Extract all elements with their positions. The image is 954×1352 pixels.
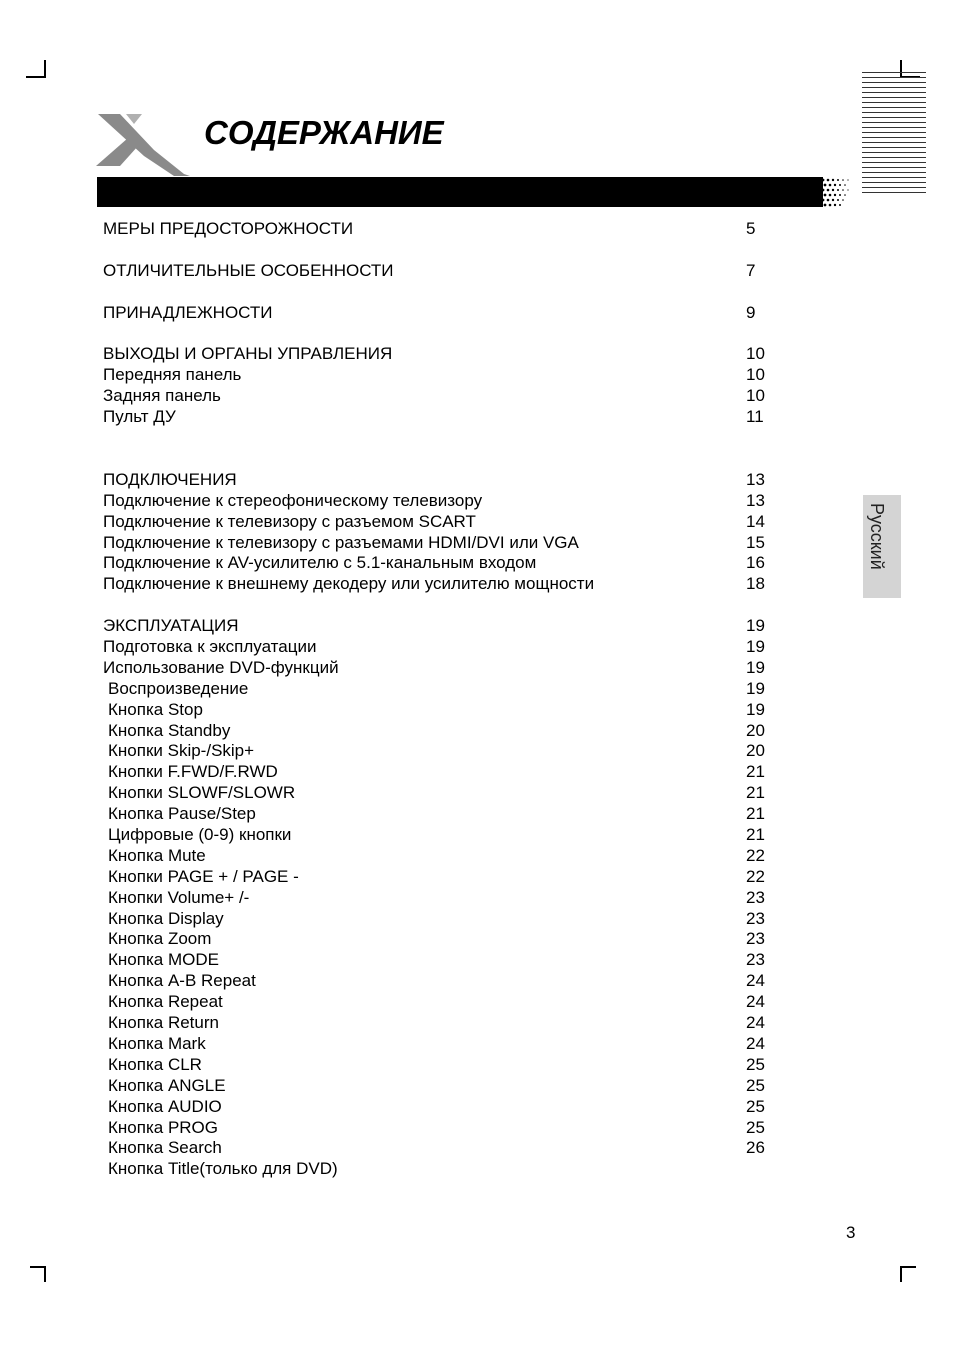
toc-page: 11 bbox=[746, 407, 764, 426]
toc-page: 19 bbox=[746, 616, 765, 635]
toc-entry[interactable] bbox=[103, 1012, 783, 1033]
toc-label: МЕРЫ ПРЕДОСТОРОЖНОСТИ bbox=[103, 219, 354, 238]
page-title: СОДЕРЖАНИЕ bbox=[204, 114, 444, 151]
toc-page: 23 bbox=[746, 909, 765, 928]
toc-label: Кнопка Mark bbox=[108, 1034, 206, 1053]
toc-page: 15 bbox=[746, 533, 765, 552]
language-tab bbox=[863, 495, 901, 598]
toc-label: Кнопка MODE bbox=[108, 950, 219, 969]
toc-page: 23 bbox=[746, 888, 765, 907]
toc-page: 19 bbox=[746, 679, 765, 698]
toc-label: Кнопки SLOWF/SLOWR bbox=[108, 783, 296, 802]
toc-label: Передняя панель bbox=[103, 365, 242, 384]
toc-entry[interactable] bbox=[103, 406, 783, 427]
toc-entry[interactable] bbox=[103, 761, 783, 782]
toc-label: Подключение к телевизору с разъемом SCART bbox=[103, 512, 476, 531]
toc-page: 9 bbox=[746, 303, 756, 322]
toc-page: 21 bbox=[746, 825, 765, 844]
toc-label: Подключение к стереофоническому телевизору bbox=[103, 491, 483, 510]
toc-page: 5 bbox=[746, 219, 756, 238]
toc-entry[interactable] bbox=[103, 573, 783, 594]
toc-entry[interactable] bbox=[103, 343, 783, 364]
toc-page: 23 bbox=[746, 929, 765, 948]
toc-entry[interactable] bbox=[103, 302, 783, 323]
toc-entry[interactable] bbox=[103, 260, 783, 281]
toc-label: Кнопки F.FWD/F.RWD bbox=[108, 762, 278, 781]
toc-page: 10 bbox=[746, 344, 765, 363]
toc-label: Кнопка Zoom bbox=[108, 929, 212, 948]
toc-entry[interactable] bbox=[103, 991, 783, 1012]
toc-entry[interactable] bbox=[103, 218, 783, 239]
toc-page: 23 bbox=[746, 950, 765, 969]
toc-page: 22 bbox=[746, 867, 765, 886]
toc-label: Кнопка Mute bbox=[108, 846, 206, 865]
toc-entry[interactable] bbox=[103, 511, 783, 532]
crop-mark-br-h bbox=[900, 1266, 916, 1268]
toc-page: 19 bbox=[746, 700, 765, 719]
toc-label: Цифровые (0-9) кнопки bbox=[108, 825, 292, 844]
toc-label: Кнопка Search bbox=[108, 1138, 222, 1157]
toc-page: 20 bbox=[746, 721, 765, 740]
toc-entry[interactable] bbox=[103, 657, 783, 678]
toc-entry[interactable] bbox=[103, 908, 783, 929]
toc-label: ПОДКЛЮЧЕНИЯ bbox=[103, 470, 237, 489]
toc-label: ВЫХОДЫ И ОРГАНЫ УПРАВЛЕНИЯ bbox=[103, 344, 393, 363]
toc-page: 13 bbox=[746, 491, 765, 510]
toc-entry[interactable] bbox=[103, 1096, 783, 1117]
decorative-stripes bbox=[862, 72, 926, 200]
toc-page: 24 bbox=[746, 1013, 765, 1032]
toc-page: 22 bbox=[746, 846, 765, 865]
toc-label: Пульт ДУ bbox=[103, 407, 176, 426]
toc-entry[interactable] bbox=[103, 970, 783, 991]
toc-label: Подключение к AV-усилителю с 5.1-канальным входом bbox=[103, 553, 537, 572]
toc-label: Воспроизведение bbox=[108, 679, 249, 698]
crop-mark-bl-v bbox=[44, 1266, 46, 1282]
toc-label: Кнопка Pause/Step bbox=[108, 804, 256, 823]
toc-entry[interactable] bbox=[103, 928, 783, 949]
toc-page: 24 bbox=[746, 992, 765, 1011]
toc-entry[interactable] bbox=[103, 866, 783, 887]
toc-entry[interactable] bbox=[103, 720, 783, 741]
toc-label: Кнопки Volume+ /- bbox=[108, 888, 250, 907]
toc-label: Кнопка PROG bbox=[108, 1118, 219, 1137]
toc-label: Кнопка Repeat bbox=[108, 992, 223, 1011]
toc-entry[interactable] bbox=[103, 949, 783, 970]
toc-entry[interactable] bbox=[103, 782, 783, 803]
toc-label: Кнопка Standby bbox=[108, 721, 231, 740]
toc-label: Задняя панель bbox=[103, 386, 221, 405]
toc-label: Кнопка Title(только для DVD) bbox=[108, 1159, 338, 1178]
toc-page: 13 bbox=[746, 470, 765, 489]
toc-page: 25 bbox=[746, 1055, 765, 1074]
toc-entry[interactable] bbox=[103, 615, 783, 636]
toc-label: ПРИНАДЛЕЖНОСТИ bbox=[103, 303, 273, 322]
toc-label: Кнопки PAGE + / PAGE - bbox=[108, 867, 299, 886]
toc-page: 26 bbox=[746, 1138, 765, 1157]
toc-page: 24 bbox=[746, 971, 765, 990]
toc-page: 19 bbox=[746, 637, 765, 656]
toc-label: Кнопка AUDIO bbox=[108, 1097, 222, 1116]
toc-entry[interactable] bbox=[103, 636, 783, 657]
toc-entry[interactable] bbox=[103, 699, 783, 720]
toc-page: 16 bbox=[746, 553, 765, 572]
toc-entry[interactable] bbox=[103, 552, 783, 573]
toc-entry[interactable] bbox=[103, 678, 783, 699]
toc-label: Кнопка Display bbox=[108, 909, 224, 928]
toc-label: Кнопка Return bbox=[108, 1013, 219, 1032]
toc-entry[interactable] bbox=[103, 845, 783, 866]
toc-page: 21 bbox=[746, 804, 765, 823]
toc-entry[interactable] bbox=[103, 740, 783, 761]
page-number: 3 bbox=[846, 1223, 856, 1242]
toc-page: 21 bbox=[746, 783, 765, 802]
brand-logo bbox=[96, 108, 194, 178]
toc-entry[interactable] bbox=[103, 1075, 783, 1096]
toc-entry[interactable] bbox=[103, 1054, 783, 1075]
toc-label: Кнопки Skip-/Skip+ bbox=[108, 741, 255, 760]
toc-page: 25 bbox=[746, 1076, 765, 1095]
toc-page: 10 bbox=[746, 386, 765, 405]
toc-page: 21 bbox=[746, 762, 765, 781]
toc-entry[interactable] bbox=[103, 364, 783, 385]
toc-entry[interactable] bbox=[103, 887, 783, 908]
toc-label: Подключение к внешнему декодеру или усилителю мощности bbox=[103, 574, 595, 593]
toc-label: Кнопка ANGLE bbox=[108, 1076, 226, 1095]
dot-pattern bbox=[816, 177, 852, 207]
title-bar bbox=[97, 177, 823, 207]
toc-label: Подключение к телевизору с разъемами HDMI/DVI или VGA bbox=[103, 533, 579, 552]
toc-label: Подготовка к эксплуатации bbox=[103, 637, 317, 656]
toc-page: 25 bbox=[746, 1118, 765, 1137]
toc-entry[interactable] bbox=[103, 1117, 783, 1138]
language-tab-label: Русский bbox=[867, 503, 887, 570]
toc-entry[interactable] bbox=[103, 1158, 783, 1179]
toc-page: 7 bbox=[746, 261, 756, 280]
toc-page: 24 bbox=[746, 1034, 765, 1053]
toc-entry[interactable] bbox=[103, 490, 783, 511]
toc-entry[interactable] bbox=[103, 1137, 783, 1158]
toc-label: ОТЛИЧИТЕЛЬНЫЕ ОСОБЕННОСТИ bbox=[103, 261, 394, 280]
crop-mark-br-v bbox=[900, 1266, 902, 1282]
toc-page: 25 bbox=[746, 1097, 765, 1116]
toc-page: 10 bbox=[746, 365, 765, 384]
toc-label: Кнопка CLR bbox=[108, 1055, 202, 1074]
toc-page: 20 bbox=[746, 741, 765, 760]
toc-label: Кнопка A-B Repeat bbox=[108, 971, 256, 990]
toc-entry[interactable] bbox=[103, 1033, 783, 1054]
toc-page: 14 bbox=[746, 512, 765, 531]
toc-page: 19 bbox=[746, 658, 765, 677]
toc-label: Кнопка Stop bbox=[108, 700, 203, 719]
toc-label: ЭКСПЛУАТАЦИЯ bbox=[103, 616, 239, 635]
toc-entry[interactable] bbox=[103, 803, 783, 824]
crop-mark-tl-h bbox=[26, 76, 46, 78]
crop-mark-bl-h bbox=[30, 1266, 46, 1268]
toc-entry[interactable] bbox=[103, 824, 783, 845]
toc-entry[interactable] bbox=[103, 532, 783, 553]
toc-page: 18 bbox=[746, 574, 765, 593]
toc-label: Использование DVD-функций bbox=[103, 658, 339, 677]
toc-entry[interactable] bbox=[103, 385, 783, 406]
toc-entry[interactable] bbox=[103, 469, 783, 490]
